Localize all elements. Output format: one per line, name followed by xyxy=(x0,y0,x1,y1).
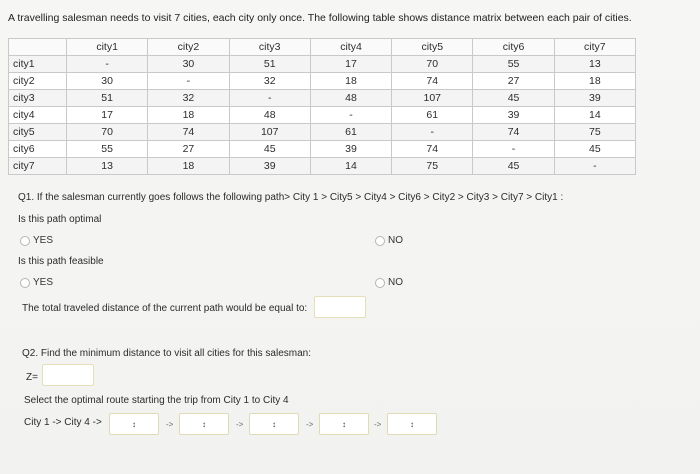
matrix-cell: 74 xyxy=(148,124,229,141)
matrix-column-header: city7 xyxy=(554,39,635,56)
q1-text: Q1. If the salesman currently goes follows the following path> City 1 > City5 > City4 > City6 > City2 > City3 > City7 > City1 : xyxy=(18,192,564,203)
matrix-row-header: city2 xyxy=(9,73,67,90)
matrix-cell: 32 xyxy=(229,73,310,90)
radio-label: NO xyxy=(388,277,403,288)
matrix-cell: - xyxy=(392,124,473,141)
route-arrow: -> xyxy=(166,420,174,429)
route-select-2[interactable] xyxy=(179,413,229,435)
route-arrow: -> xyxy=(306,420,314,429)
matrix-cell: 70 xyxy=(67,124,148,141)
matrix-column-header: city4 xyxy=(310,39,391,56)
matrix-row xyxy=(9,158,636,175)
matrix-row xyxy=(9,90,636,107)
intro-text: A travelling salesman needs to visit 7 cities, each city only once. The following table shows distance matrix between each pair of cities. xyxy=(8,12,632,24)
select-arrows-icon: ↕ xyxy=(342,419,346,429)
optimal-label: Is this path optimal xyxy=(18,214,102,225)
matrix-cell: 61 xyxy=(310,124,391,141)
radio-circle xyxy=(20,236,30,246)
matrix-column-header: city2 xyxy=(148,39,229,56)
route-select-5[interactable] xyxy=(387,413,437,435)
route-prefix: City 1 -> City 4 -> xyxy=(24,417,102,428)
select-arrows-icon: ↕ xyxy=(272,419,276,429)
matrix-cell: 74 xyxy=(473,124,554,141)
matrix-cell: 18 xyxy=(310,73,391,90)
q2-text: Q2. Find the minimum distance to visit all cities for this salesman: xyxy=(22,348,311,359)
matrix-cell: 61 xyxy=(392,107,473,124)
matrix-cell: 39 xyxy=(310,141,391,158)
radio-label: YES xyxy=(33,235,54,246)
matrix-cell: 55 xyxy=(67,141,148,158)
radio-circle xyxy=(20,278,30,288)
matrix-cell: 30 xyxy=(148,56,229,73)
matrix-cell: 14 xyxy=(554,107,635,124)
matrix-column-header: city6 xyxy=(473,39,554,56)
matrix-cell: 107 xyxy=(229,124,310,141)
matrix-cell: 74 xyxy=(392,141,473,158)
route-select-3[interactable] xyxy=(249,413,299,435)
matrix-cell: - xyxy=(67,56,148,73)
route-arrow: -> xyxy=(374,420,382,429)
matrix-cell: 48 xyxy=(229,107,310,124)
matrix-cell: 27 xyxy=(148,141,229,158)
matrix-cell: 39 xyxy=(229,158,310,175)
matrix-cell: 55 xyxy=(473,56,554,73)
matrix-row-header: city6 xyxy=(9,141,67,158)
matrix-cell: 74 xyxy=(392,73,473,90)
matrix-cell: 13 xyxy=(554,56,635,73)
route-select-4[interactable] xyxy=(319,413,369,435)
matrix-row-header: city1 xyxy=(9,56,67,73)
matrix-row-header: city7 xyxy=(9,158,67,175)
matrix-cell: - xyxy=(148,73,229,90)
matrix-cell: - xyxy=(229,90,310,107)
route-arrow: -> xyxy=(236,420,244,429)
radio-label: YES xyxy=(33,277,54,288)
matrix-cell: - xyxy=(310,107,391,124)
distance-label: The total traveled distance of the current path would be equal to: xyxy=(22,303,308,314)
matrix-cell: 17 xyxy=(67,107,148,124)
matrix-row xyxy=(9,107,636,124)
matrix-row xyxy=(9,73,636,90)
feasible-yes-radio[interactable] xyxy=(20,277,53,288)
optimal-no-radio[interactable] xyxy=(375,235,403,246)
matrix-cell: 30 xyxy=(67,73,148,90)
matrix-cell: - xyxy=(554,158,635,175)
matrix-row-header: city4 xyxy=(9,107,67,124)
matrix-cell: 14 xyxy=(310,158,391,175)
z-input[interactable] xyxy=(42,364,94,386)
select-arrows-icon: ↕ xyxy=(410,419,414,429)
matrix-cell: 45 xyxy=(229,141,310,158)
matrix-cell: 18 xyxy=(148,158,229,175)
distance-matrix xyxy=(8,38,636,175)
matrix-row xyxy=(9,56,636,73)
select-arrows-icon: ↕ xyxy=(202,419,206,429)
matrix-cell: 70 xyxy=(392,56,473,73)
feasible-label: Is this path feasible xyxy=(18,256,104,267)
matrix-cell: 48 xyxy=(310,90,391,107)
distance-input[interactable] xyxy=(314,296,366,318)
matrix-column-header: city3 xyxy=(229,39,310,56)
matrix-row-header: city5 xyxy=(9,124,67,141)
matrix-header-row xyxy=(9,39,636,56)
route-label: Select the optimal route starting the trip from City 1 to City 4 xyxy=(24,395,289,406)
matrix-cell: 75 xyxy=(392,158,473,175)
route-select-1[interactable] xyxy=(109,413,159,435)
matrix-cell: 51 xyxy=(67,90,148,107)
matrix-cell: 17 xyxy=(310,56,391,73)
matrix-cell: 51 xyxy=(229,56,310,73)
matrix-cell: - xyxy=(473,141,554,158)
matrix-row xyxy=(9,141,636,158)
matrix-column-header: city1 xyxy=(67,39,148,56)
matrix-cell: 107 xyxy=(392,90,473,107)
select-arrows-icon: ↕ xyxy=(132,419,136,429)
matrix-cell: 13 xyxy=(67,158,148,175)
matrix-cell: 45 xyxy=(473,90,554,107)
matrix-cell: 45 xyxy=(554,141,635,158)
matrix-cell: 27 xyxy=(473,73,554,90)
radio-circle xyxy=(375,278,385,288)
matrix-cell: 75 xyxy=(554,124,635,141)
matrix-row xyxy=(9,124,636,141)
z-label: Z= xyxy=(26,372,38,383)
matrix-column-header: city5 xyxy=(392,39,473,56)
matrix-cell: 32 xyxy=(148,90,229,107)
matrix-cell: 39 xyxy=(473,107,554,124)
optimal-yes-radio[interactable] xyxy=(20,235,53,246)
feasible-no-radio[interactable] xyxy=(375,277,403,288)
radio-circle xyxy=(375,236,385,246)
matrix-cell: 18 xyxy=(554,73,635,90)
radio-label: NO xyxy=(388,235,403,246)
matrix-corner-cell xyxy=(9,39,67,56)
matrix-cell: 39 xyxy=(554,90,635,107)
matrix-cell: 18 xyxy=(148,107,229,124)
matrix-row-header: city3 xyxy=(9,90,67,107)
matrix-cell: 45 xyxy=(473,158,554,175)
